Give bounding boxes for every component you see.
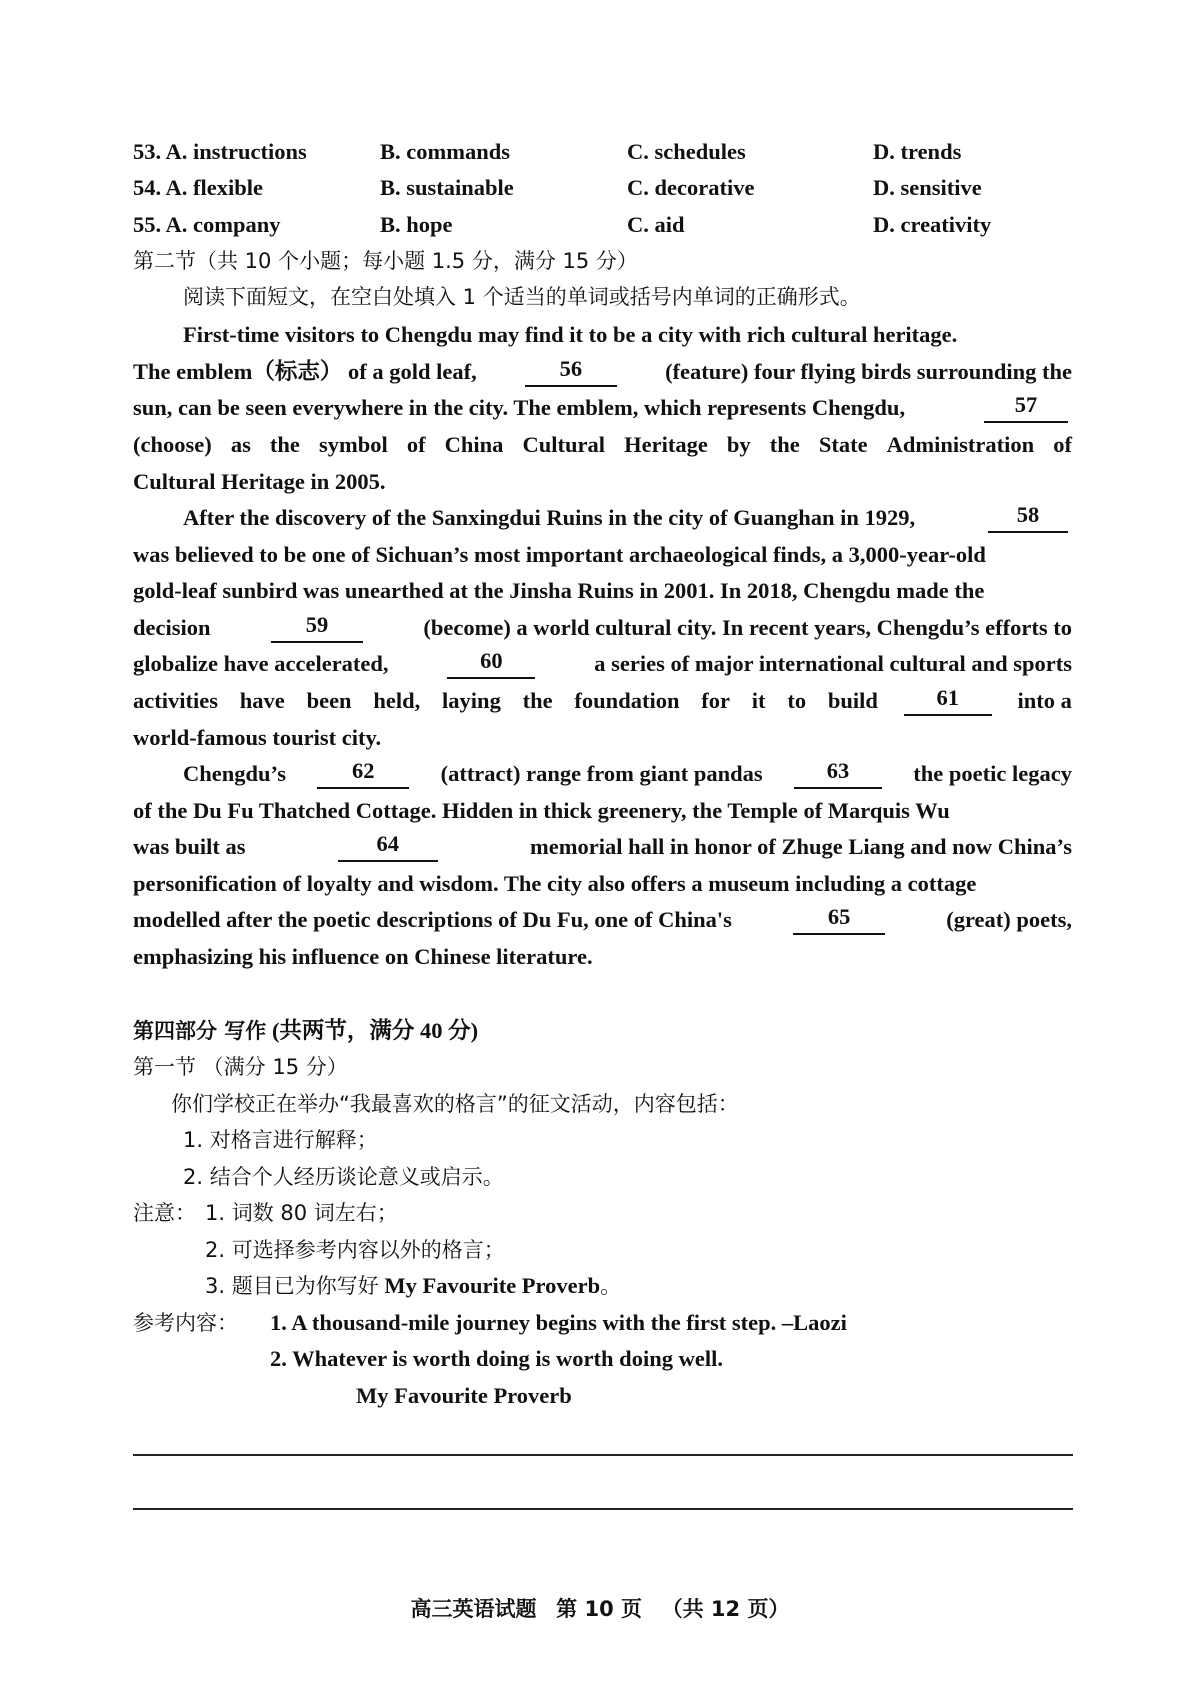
passage-text: was believed to be one of Sichuan’s most important archaeological finds, a 3,000-year-old <box>133 542 986 567</box>
word: build <box>827 688 878 713</box>
word: Heritage <box>624 432 708 457</box>
option-row-54 <box>133 173 1033 203</box>
passage-line <box>133 613 1072 643</box>
passage-line <box>133 576 1072 606</box>
blank-56[interactable]: 56 <box>525 357 617 387</box>
passage-line <box>133 905 1072 935</box>
part-title-rest: (共两节，满分 40 分) <box>271 1018 479 1043</box>
word: symbol <box>318 432 388 457</box>
answer-line[interactable] <box>133 1454 1073 1456</box>
passage-line <box>133 686 1072 716</box>
option-c: C. decorative <box>627 175 755 200</box>
blank-61[interactable]: 61 <box>904 686 992 716</box>
note-text: 。 <box>600 1274 622 1298</box>
passage-text: a series of major international cultural and sports <box>594 651 1072 676</box>
blank-62[interactable]: 62 <box>317 759 409 789</box>
word: the <box>522 688 553 713</box>
word: by <box>726 432 751 457</box>
word: it <box>751 688 766 713</box>
essay-title: My Favourite Proverb <box>356 1383 572 1408</box>
word: Cultural <box>522 432 606 457</box>
passage-text: The emblem（标志） of a gold leaf, <box>133 359 477 384</box>
footer-page: 第 10 页 <box>556 1597 642 1621</box>
word: the <box>269 432 300 457</box>
option-a: 54. A. flexible <box>133 175 263 200</box>
page-footer <box>0 1594 1200 1624</box>
section-title: 第一节 （满分 15 分） <box>133 1055 348 1079</box>
passage-text: Chengdu’s <box>183 761 286 786</box>
passage-text: personification of loyalty and wisdom. The city also offers a museum including a cottage <box>133 871 977 896</box>
note-item: 1. 词数 80 词左右； <box>205 1201 398 1225</box>
word: of <box>406 432 426 457</box>
note-item <box>205 1271 621 1301</box>
word: the <box>769 432 800 457</box>
note-item: 2. 可选择参考内容以外的格言； <box>205 1238 505 1262</box>
passage-line <box>133 393 1072 423</box>
passage-line <box>133 649 1072 679</box>
note-title: My Favourite Proverb <box>384 1273 601 1298</box>
word: as <box>230 432 251 457</box>
passage-text: (attract) range from giant pandas <box>440 761 763 786</box>
passage-line <box>133 540 1072 570</box>
option-b: B. sustainable <box>380 175 514 200</box>
part-title <box>133 1016 478 1046</box>
reference-item: 1. A thousand-mile journey begins with the first step. –Laozi <box>270 1310 847 1335</box>
passage-text: emphasizing his influence on Chinese literature. <box>133 944 593 969</box>
option-row-55 <box>133 210 1033 240</box>
blank-60[interactable]: 60 <box>447 649 535 679</box>
passage-text: globalize have accelerated, <box>133 651 389 676</box>
option-a: 55. A. company <box>133 212 281 237</box>
passage-text: into a <box>1017 688 1072 713</box>
word: have <box>239 688 285 713</box>
passage-text: the poetic legacy <box>913 761 1072 786</box>
passage-text: (become) a world cultural city. In recent years, Chengdu’s efforts to <box>423 615 1072 640</box>
passage-text: was built as <box>133 834 246 859</box>
answer-line[interactable] <box>133 1508 1073 1510</box>
reference-item: 2. Whatever is worth doing is worth doing well. <box>270 1346 723 1371</box>
passage-text: memorial hall in honor of Zhuge Liang and now China’s <box>529 834 1072 859</box>
passage-line <box>133 832 1072 862</box>
passage-line <box>133 869 1072 899</box>
note-label: 注意： <box>133 1201 196 1225</box>
blank-64[interactable]: 64 <box>338 832 438 862</box>
blank-58[interactable]: 58 <box>988 503 1068 533</box>
blank-59[interactable]: 59 <box>271 613 363 643</box>
section-instruction: 阅读下面短文，在空白处填入 1 个适当的单词或括号内单词的正确形式。 <box>183 285 861 309</box>
option-d: D. creativity <box>873 212 992 237</box>
passage-text: First-time visitors to Chengdu may find it to be a city with rich cultural heritage. <box>183 322 958 347</box>
blank-57[interactable]: 57 <box>984 393 1068 423</box>
passage-text: decision <box>133 615 211 640</box>
prompt-item: 2. 结合个人经历谈论意义或启示。 <box>183 1165 504 1189</box>
passage-text: Cultural Heritage in 2005. <box>133 469 386 494</box>
word: Administration <box>886 432 1035 457</box>
word: foundation <box>574 688 680 713</box>
passage-line <box>133 430 1072 460</box>
passage-line <box>133 357 1072 387</box>
option-a: 53. A. instructions <box>133 139 307 164</box>
passage-text: modelled after the poetic descriptions of Du Fu, one of China's <box>133 907 732 932</box>
option-b: B. commands <box>380 139 511 164</box>
option-d: D. sensitive <box>873 175 982 200</box>
passage-line <box>133 759 1072 789</box>
word: (choose) <box>133 432 212 457</box>
part-title-cn: 第四部分 写作 <box>133 1019 267 1043</box>
word: laying <box>442 688 501 713</box>
section-title: 第二节（共 10 个小题；每小题 1.5 分，满分 15 分） <box>133 249 638 273</box>
word: to <box>787 688 807 713</box>
option-c: C. aid <box>627 212 685 237</box>
word: held, <box>373 688 421 713</box>
passage-text: (feature) four flying birds surrounding the <box>665 359 1072 384</box>
option-d: D. trends <box>873 139 962 164</box>
option-c: C. schedules <box>627 139 746 164</box>
blank-65[interactable]: 65 <box>793 905 885 935</box>
word: been <box>306 688 352 713</box>
passage-text: After the discovery of the Sanxingdui Ruins in the city of Guanghan in 1929, <box>183 505 916 530</box>
word: State <box>818 432 868 457</box>
prompt-item: 1. 对格言进行解释； <box>183 1128 378 1152</box>
passage-text: gold-leaf sunbird was unearthed at the Jinsha Ruins in 2001. In 2018, Chengdu made the <box>133 578 985 603</box>
passage-line <box>133 503 1072 533</box>
passage-line <box>133 796 1072 826</box>
passage-text: (great) poets, <box>946 907 1072 932</box>
footer-total: （共 12 页） <box>661 1597 790 1621</box>
reference-label: 参考内容： <box>133 1311 238 1335</box>
passage-text: sun, can be seen everywhere in the city. The emblem, which represents Chengdu, <box>133 395 906 420</box>
word: of <box>1053 432 1072 457</box>
passage-text: world-famous tourist city. <box>133 725 382 750</box>
blank-63[interactable]: 63 <box>794 759 882 789</box>
footer-title: 高三英语试题 <box>410 1597 537 1621</box>
option-b: B. hope <box>380 212 453 237</box>
word: activities <box>133 688 218 713</box>
note-text: 3. 题目已为你写好 <box>205 1274 379 1298</box>
option-row-53 <box>133 137 1033 167</box>
writing-prompt: 你们学校正在举办“我最喜欢的格言”的征文活动，内容包括： <box>171 1092 739 1116</box>
word: China <box>444 432 504 457</box>
passage-text: of the Du Fu Thatched Cottage. Hidden in thick greenery, the Temple of Marquis Wu <box>133 798 950 823</box>
word: for <box>701 688 730 713</box>
passage-line <box>133 320 1072 350</box>
